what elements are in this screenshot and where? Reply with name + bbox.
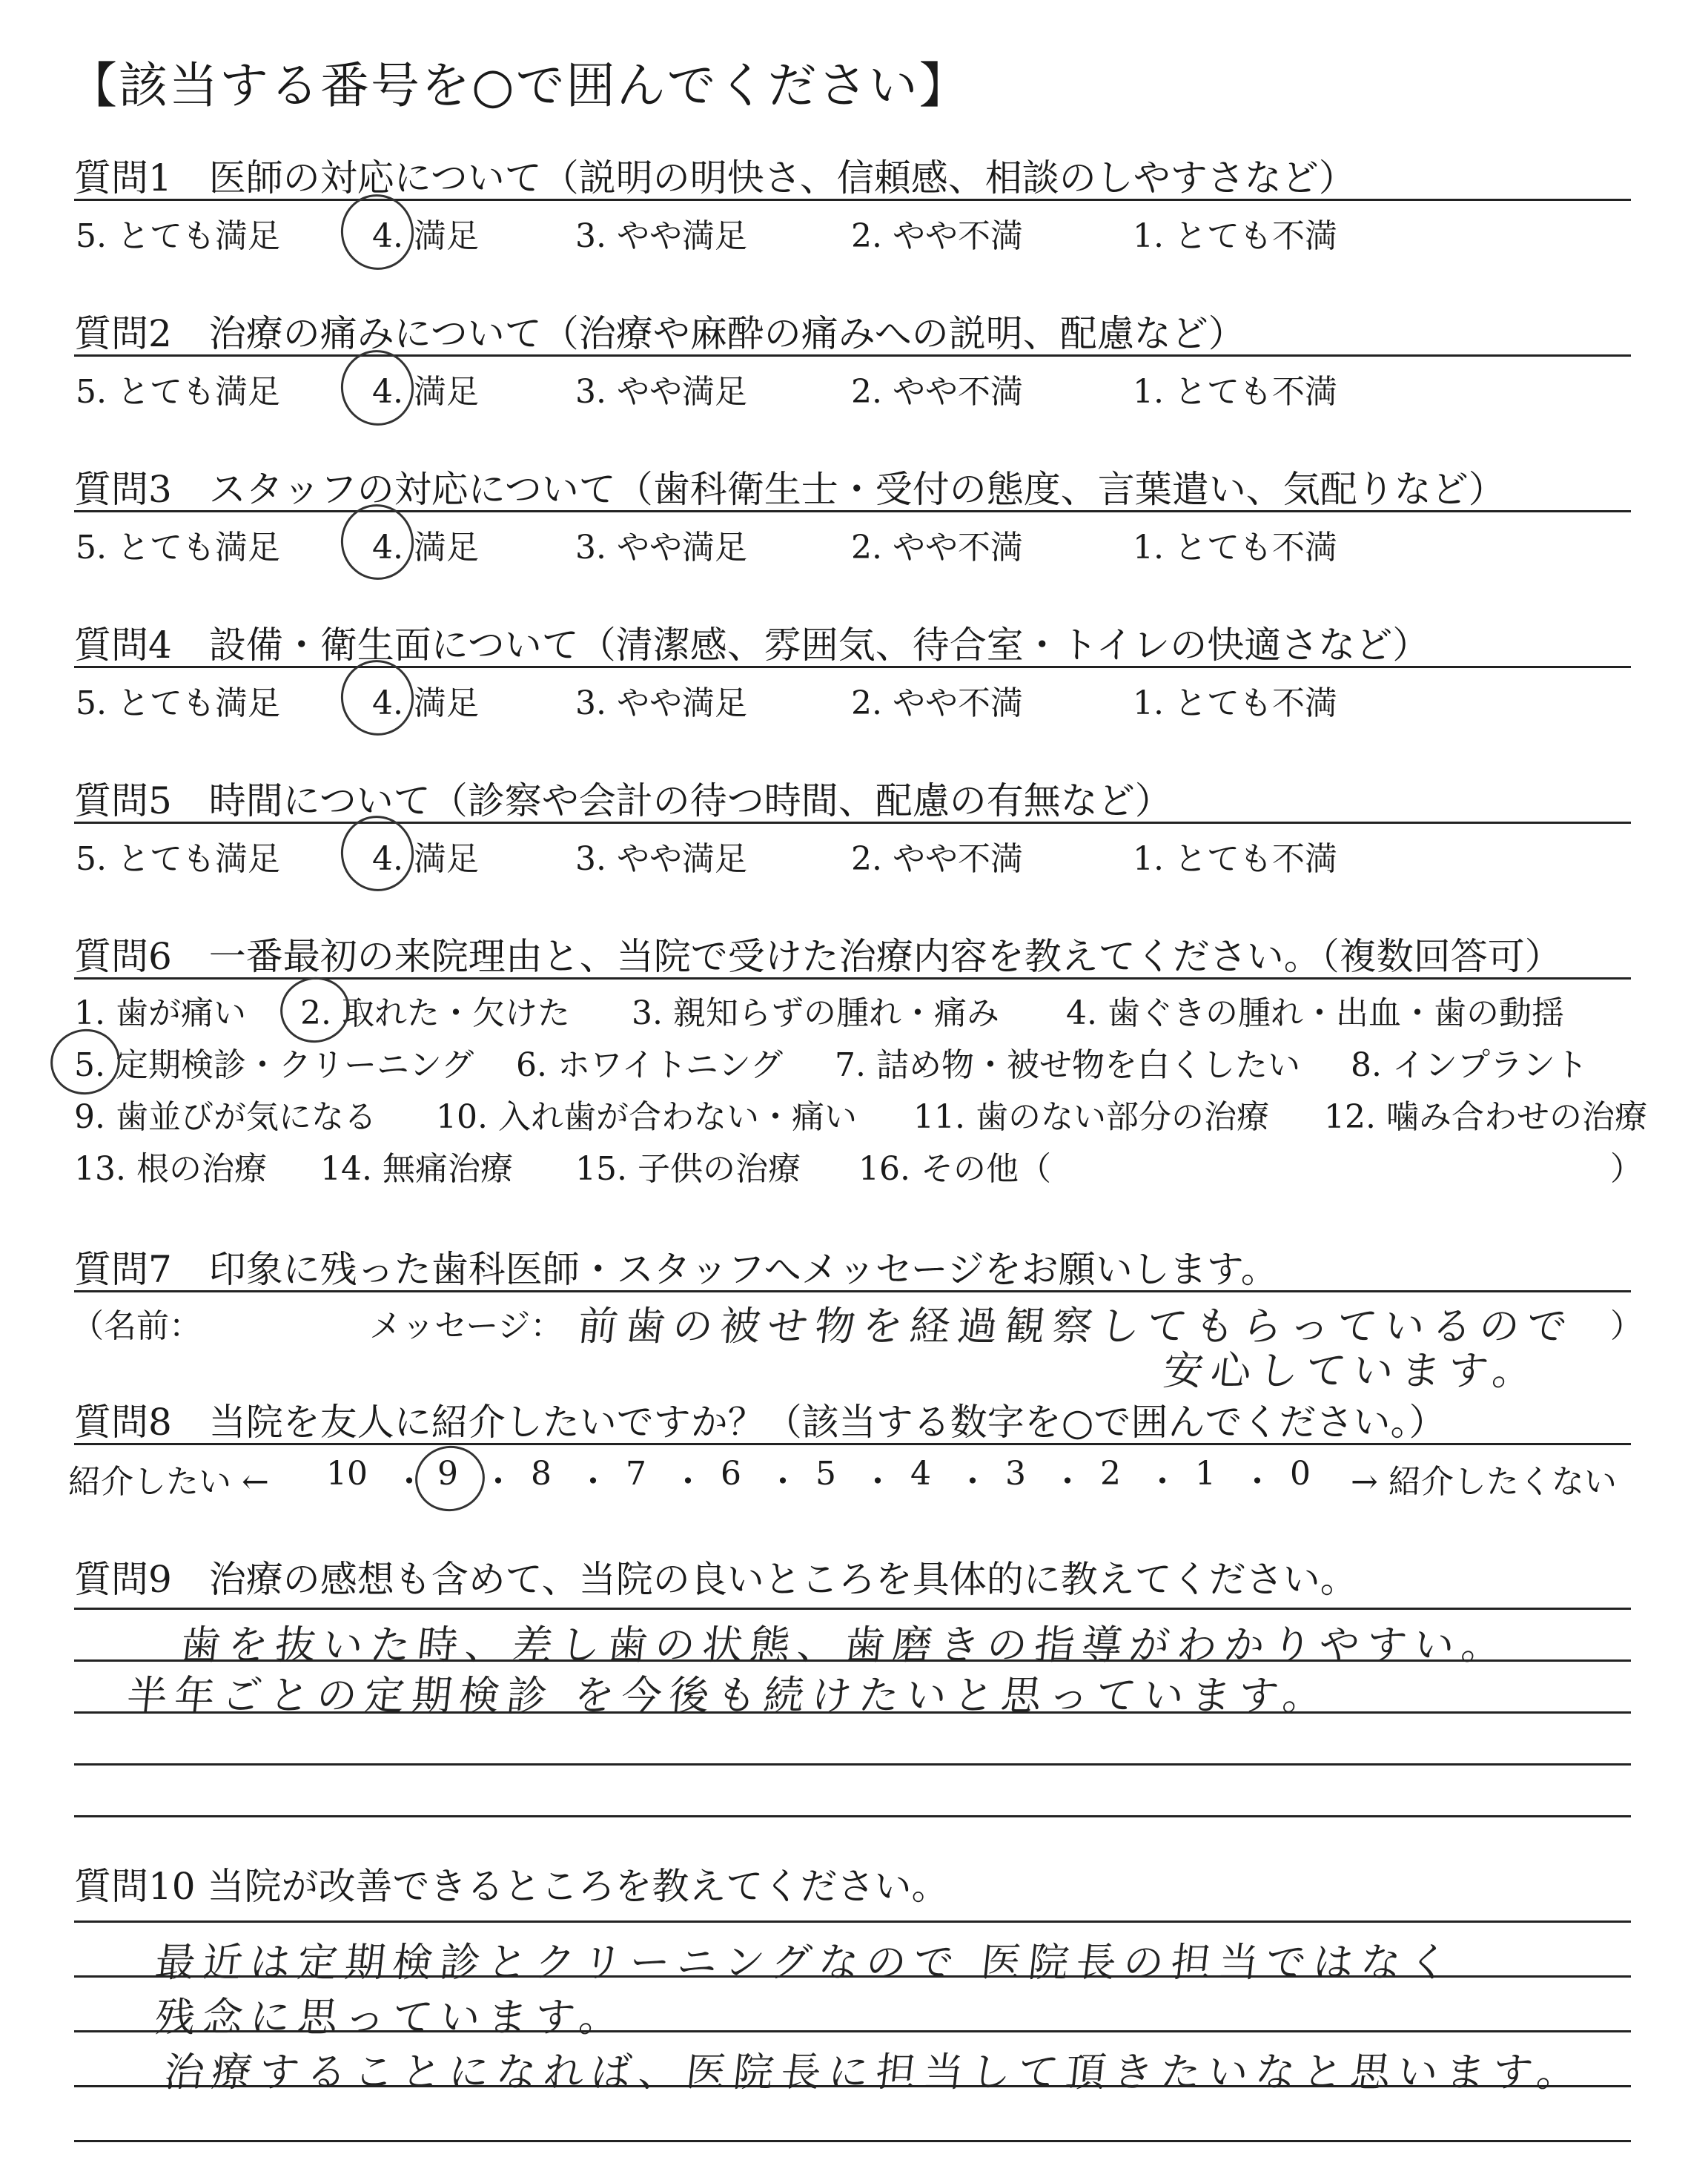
form-header: 【該当する番号を○で囲んでください】 <box>68 57 970 114</box>
question-2-rule <box>74 354 1631 357</box>
question-3-title: 質問3 スタッフの対応について（歯科衛生士・受付の態度、言葉遣い、気配りなど） <box>74 468 1506 511</box>
q6-option-3[interactable]: 3. 親知らずの腫れ・痛み <box>632 994 999 1032</box>
q8-scale-9[interactable]: 9 <box>437 1455 458 1493</box>
q8-separator: ・ <box>577 1463 609 1501</box>
q2-option-3[interactable]: 3. やや満足 <box>575 373 747 411</box>
question-5-title: 質問5 時間について（診察や会計の待つ時間、配慮の有無など） <box>74 779 1172 822</box>
q10-answer-line-2[interactable]: 残念に思っています。 <box>153 1994 629 2041</box>
q3-option-5[interactable]: 5. とても満足 <box>76 529 280 567</box>
question-6-title: 質問6 一番最初の来院理由と、当院で受けた治療内容を教えてください。（複数回答可） <box>74 935 1562 978</box>
q6-option-15[interactable]: 15. 子供の治療 <box>575 1150 801 1188</box>
q10-answer-line <box>74 2140 1631 2142</box>
q4-option-5[interactable]: 5. とても満足 <box>76 684 280 722</box>
q4-option-3[interactable]: 3. やや満足 <box>575 684 747 722</box>
q3-option-4[interactable]: 4. 満足 <box>372 529 479 567</box>
q5-option-1[interactable]: 1. とても不満 <box>1133 840 1337 878</box>
q9-answer-line <box>74 1763 1631 1766</box>
q3-option-2[interactable]: 2. やや不満 <box>851 529 1023 567</box>
q7-message-line-2[interactable]: 安心しています。 <box>1161 1347 1543 1394</box>
q4-option-4[interactable]: 4. 満足 <box>372 684 479 722</box>
q5-option-4[interactable]: 4. 満足 <box>372 840 479 878</box>
q8-selection-circle <box>409 1439 491 1518</box>
q2-option-5[interactable]: 5. とても満足 <box>76 373 280 411</box>
q8-separator: ・ <box>1241 1463 1274 1501</box>
q8-separator: ・ <box>672 1463 704 1501</box>
q8-right-label: → 紹介したくない <box>1351 1463 1617 1501</box>
question-8-rule <box>74 1443 1631 1445</box>
q9-answer-line <box>74 1815 1631 1817</box>
question-4-title: 質問4 設備・衛生面について（清潔感、雰囲気、待合室・トイレの快適さなど） <box>74 624 1430 667</box>
q8-scale-4[interactable]: 4 <box>910 1455 931 1493</box>
q4-option-2[interactable]: 2. やや不満 <box>851 684 1023 722</box>
q3-option-3[interactable]: 3. やや満足 <box>575 529 747 567</box>
q8-separator: ・ <box>767 1463 799 1501</box>
q6-option-1[interactable]: 1. 歯が痛い <box>74 994 246 1032</box>
q6-option-2-circle <box>274 971 356 1049</box>
q5-option-2[interactable]: 2. やや不満 <box>851 840 1023 878</box>
question-4-rule <box>74 666 1631 668</box>
question-7-title: 質問7 印象に残った歯科医師・スタッフへメッセージをお願いします。 <box>74 1248 1278 1291</box>
question-7-rule <box>74 1290 1631 1292</box>
question-5-rule <box>74 822 1631 824</box>
q8-scale-7[interactable]: 7 <box>626 1455 646 1493</box>
q1-option-3[interactable]: 3. やや満足 <box>575 217 747 255</box>
q1-option-4[interactable]: 4. 満足 <box>372 217 479 255</box>
q6-option-8[interactable]: 8. インプラント <box>1351 1046 1588 1084</box>
q7-close-paren: ） <box>1610 1307 1643 1345</box>
q1-option-1[interactable]: 1. とても不満 <box>1133 217 1337 255</box>
q10-answer-line-3[interactable]: 治療することになれば、医院長に担当して頂きたいなと思います。 <box>162 2049 1587 2095</box>
q6-option-11[interactable]: 11. 歯のない部分の治療 <box>913 1098 1269 1136</box>
q6-option-5[interactable]: 5. 定期検診・クリーニング <box>74 1046 474 1084</box>
question-8-title: 質問8 当院を友人に紹介したいですか？（該当する数字を○で囲んでください。） <box>74 1401 1446 1444</box>
q10-answer-line <box>74 1920 1631 1923</box>
q6-option-9[interactable]: 9. 歯並びが気になる <box>74 1098 377 1136</box>
q6-option-6[interactable]: 6. ホワイトニング <box>516 1046 784 1084</box>
q8-separator: ・ <box>861 1463 894 1501</box>
q8-scale-1[interactable]: 1 <box>1195 1455 1216 1493</box>
q8-separator: ・ <box>1146 1463 1179 1501</box>
q8-scale-8[interactable]: 8 <box>531 1455 552 1493</box>
q8-separator: ・ <box>393 1463 426 1501</box>
q6-option-13[interactable]: 13. 根の治療 <box>74 1150 267 1188</box>
q1-option-2[interactable]: 2. やや不満 <box>851 217 1023 255</box>
q6-other-close-paren: ） <box>1610 1150 1643 1188</box>
q10-answer-line-1[interactable]: 最近は定期検診とクリーニングなので 医院長の担当ではなく <box>153 1939 1458 1986</box>
q8-scale-0[interactable]: 0 <box>1290 1455 1311 1493</box>
q9-answer-line-1[interactable]: 歯を抜いた時、差し歯の状態、歯磨きの指導がわかりやすい。 <box>178 1622 1512 1668</box>
q8-scale-10[interactable]: 10 <box>326 1455 368 1493</box>
q6-option-16[interactable]: 16. その他（ <box>858 1150 1051 1188</box>
q5-option-3[interactable]: 3. やや満足 <box>575 840 747 878</box>
q1-option-5[interactable]: 5. とても満足 <box>76 217 280 255</box>
question-1-title: 質問1 医師の対応について（説明の明快さ、信頼感、相談のしやすさなど） <box>74 156 1356 199</box>
question-10-title: 質問10 当院が改善できるところを教えてください。 <box>74 1865 949 1908</box>
question-3-rule <box>74 510 1631 512</box>
q9-answer-line-2[interactable]: 半年ごとの定期検診 を今後も続けたいと思っています。 <box>125 1672 1333 1719</box>
q6-option-10[interactable]: 10. 入れ歯が合わない・痛い <box>436 1098 857 1136</box>
q9-answer-line <box>74 1608 1631 1610</box>
q8-scale-6[interactable]: 6 <box>721 1455 741 1493</box>
q7-message-line-1[interactable]: 前歯の被せ物を経過観察してもらっているので <box>575 1303 1577 1350</box>
q6-option-7[interactable]: 7. 詰め物・被せ物を白くしたい <box>835 1046 1300 1084</box>
q7-message-label: メッセージ： <box>369 1307 563 1345</box>
q8-scale-2[interactable]: 2 <box>1100 1455 1121 1493</box>
q4-option-1[interactable]: 1. とても不満 <box>1133 684 1337 722</box>
q2-option-1[interactable]: 1. とても不満 <box>1133 373 1337 411</box>
q8-separator: ・ <box>956 1463 989 1501</box>
q6-option-5-circle <box>44 1023 126 1101</box>
q6-option-12[interactable]: 12. 噛み合わせの治療 <box>1324 1098 1647 1136</box>
q8-scale-5[interactable]: 5 <box>815 1455 836 1493</box>
q2-option-2[interactable]: 2. やや不満 <box>851 373 1023 411</box>
q8-left-label: 紹介したい ← <box>68 1463 269 1501</box>
q6-option-14[interactable]: 14. 無痛治療 <box>320 1150 513 1188</box>
question-1-rule <box>74 199 1631 201</box>
q5-option-5[interactable]: 5. とても満足 <box>76 840 280 878</box>
question-9-title: 質問9 治療の感想も含めて、当院の良いところを具体的に教えてください。 <box>74 1558 1357 1601</box>
q8-scale-3[interactable]: 3 <box>1005 1455 1026 1493</box>
question-2-title: 質問2 治療の痛みについて（治療や麻酔の痛みへの説明、配慮など） <box>74 312 1245 355</box>
q8-separator: ・ <box>1051 1463 1084 1501</box>
q7-name-label: （名前： <box>71 1307 202 1345</box>
q6-option-4[interactable]: 4. 歯ぐきの腫れ・出血・歯の動揺 <box>1066 994 1564 1032</box>
q3-option-1[interactable]: 1. とても不満 <box>1133 529 1337 567</box>
q6-option-2[interactable]: 2. 取れた・欠けた <box>300 994 570 1032</box>
q2-option-4[interactable]: 4. 満足 <box>372 373 479 411</box>
q8-separator: ・ <box>482 1463 514 1501</box>
